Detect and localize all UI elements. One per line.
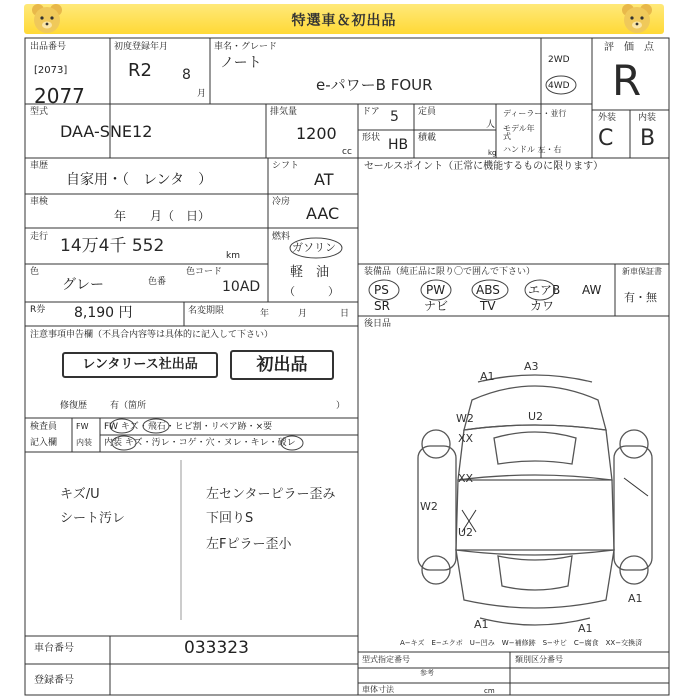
mark-xx-left: XX [458,432,474,445]
capacity-label: 定員 [418,107,437,117]
registration-label: 登録番号 [34,675,74,686]
color-number-label: 色番 [148,277,167,287]
displacement-unit: cc [342,147,352,157]
lot-small-number: [2073] [34,65,68,76]
fuel-paren: （ ） [284,285,339,298]
equipment-leather: カワ [530,299,555,313]
inspector-label-2: 記入欄 [30,438,58,448]
car-damage-diagram [400,360,670,640]
doors-value: 5 [390,109,399,125]
displacement-label: 排気量 [270,107,298,117]
inspection-label: 車検 [30,197,49,207]
drive-circle-mark [544,74,578,96]
mileage-label: 走行 [30,232,49,242]
warranty-label: 新車保証書 [622,267,662,276]
shift-value: AT [314,170,334,189]
lot-number: 2077 [34,84,85,108]
name-change-year: 年 [260,309,270,319]
inspector-row2-prefix: 内装 [76,438,92,447]
fuel-label: 燃料 [272,232,291,242]
recycle-value: 8,190 円 [74,305,133,321]
mark-a1-right: A1 [628,592,643,605]
equipment-circle-marks [364,278,564,302]
notes-divider [180,460,182,620]
repair-value: 有（箇所 [110,401,147,411]
doors-label: ドア [362,107,380,117]
name-change-day: 日 [340,309,350,319]
first-reg-era-year: R2 [128,60,152,81]
interior-grade: B [640,126,656,151]
equipment-aw: AW [582,283,602,297]
stamp-rental-lease: レンタリース社出品 [62,352,218,378]
exterior-label: 外装 [598,113,617,123]
payload-label: 積載 [418,133,437,143]
model-label: 型式 [30,107,49,117]
mark-u2-b: U2 [458,526,474,539]
mileage-unit: km [226,251,240,261]
car-grade: e-パワーB FOUR [316,76,433,94]
inspector-row1-prefix: FW [76,422,89,431]
equipment-ps: PS [374,283,389,297]
first-reg-label: 初度登録年月 [114,42,169,52]
dealer-label: ディーラー・並行 [503,109,567,118]
color-label: 色 [30,267,40,277]
legend-row1: A−キズ E−エクボ U−凹み W−補修跡 S−サビ C−腐食 XX−交換済 [400,639,643,647]
capacity-unit: 人 [486,120,496,130]
postpaste-label: 後日品 [364,319,392,329]
recycle-label: R券 [30,305,46,315]
repair-label: 修復歴 [60,401,88,411]
car-name: ノート [220,55,262,71]
legend-ref: 参考 [420,669,434,677]
displacement-value: 1200 [296,124,337,143]
inspection-value: 年 月（ 日） [114,209,211,223]
note-right-1: 左センターピラー歪み [206,487,336,502]
note-left-1: キズ/U [60,487,100,502]
note-left-2: シート汚レ [60,511,126,526]
equipment-airbag: エアB [528,283,561,297]
chassis-label: 車台番号 [34,643,74,654]
name-change-month: 月 [298,309,308,319]
handle-label: ハンドル 左・右 [503,145,562,154]
history-label: 車歴 [30,161,49,171]
shape-label: 形状 [362,133,381,143]
mark-xx-mid: XX [458,472,474,485]
mark-u2: U2 [528,410,544,423]
note-right-2: 下回りS [206,511,254,526]
equipment-tv: TV [480,299,496,313]
sales-label: セールスポイント（正常に機能するものに限ります） [364,161,604,172]
legend-model-number: 型式指定番号 [362,655,410,664]
repair-paren-close: ） [336,401,346,411]
score-label: 評 価 点 [604,42,654,53]
inspector-circle-marks [100,418,358,452]
mark-w2-left: W2 [456,412,474,425]
mark-a1-bottom: A1 [474,618,489,631]
mark-a1-bottom-2: A1 [578,622,593,635]
mark-a3-top: A3 [524,360,539,373]
first-reg-month-unit: 月 [197,89,207,99]
stamp-first-listing: 初出品 [230,350,334,380]
mark-w2-side: W2 [420,500,438,513]
header-title: 特選車＆初出品 [291,13,397,29]
car-name-label: 車名・グレード [214,42,278,52]
first-reg-month: 8 [182,67,191,83]
lot-label: 出品番号 [30,42,67,52]
ac-label: 冷房 [272,197,291,207]
equipment-sr: SR [374,299,390,313]
color-code: 10AD [222,279,261,295]
legend-body-size: 車体寸法 [362,685,394,694]
shift-label: シフト [272,161,300,171]
inspector-row1: FW キズ・飛石・ヒビ割・リペア跡・×要 [104,422,273,432]
drive-2wd: 2WD [548,55,570,65]
color-value: グレー [62,277,104,293]
warranty-value: 有・無 [624,291,657,304]
fuel-diesel: 軽 油 [290,265,330,280]
payload-unit: kg [488,149,497,157]
ac-value: AAC [306,204,340,223]
note-right-3: 左Fピラー歪小 [206,537,292,552]
color-code-label: 色コード [186,267,223,277]
chassis-number: 033323 [184,638,249,658]
notes-label: 注意事項申告欄（不具合内容等は具体的に記入して下さい） [30,330,274,340]
name-change-label: 名変期限 [188,306,225,316]
mark-a1-top: A1 [480,370,495,383]
legend-class-number: 類別区分番号 [515,655,563,664]
model-value: DAA-SNE12 [60,122,153,141]
mileage-value: 14万4千 552 [60,236,165,256]
legend-cm: cm [484,687,495,695]
exterior-grade: C [598,126,614,151]
shape-value: HB [388,137,409,153]
equipment-label: 装備品（純正品に限り〇で囲んで下さい） [364,267,536,277]
equipment-abs: ABS [476,283,500,297]
score-value: R [612,56,642,105]
inspector-row2: 内装 キズ・汚レ・コゲ・穴・ヌレ・キレ・破レ [104,438,296,448]
fuel-gasoline: ガソリン [292,241,336,254]
drive-4wd: 4WD [548,81,570,91]
history-value: 自家用・（ レンタ ） [66,172,213,188]
model-year-label: モデル年式 [503,124,535,141]
equipment-pw: PW [426,283,446,297]
inspector-label-1: 検査員 [30,422,58,432]
fuel-circle-mark [286,236,346,260]
interior-label: 内装 [638,113,657,123]
equipment-navi: ナビ [424,299,449,313]
